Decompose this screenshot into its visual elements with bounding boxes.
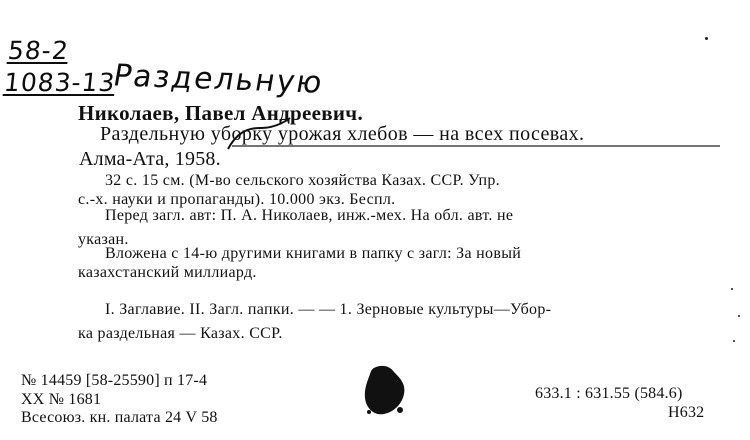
ink-blot-icon (360, 362, 410, 418)
speck (705, 37, 708, 40)
body-line: Вложена с 14-ю другими книгами в папку с загл: За новый (105, 245, 522, 262)
speck (733, 340, 735, 342)
author: Николаев, Павел Андреевич. (78, 101, 363, 125)
body-line: 32 с. 15 см. (М-во сельского хозяйства Казах. ССР. Упр. (105, 172, 500, 189)
author-mark: Н632 (668, 404, 705, 421)
classification-code: 633.1 : 631.55 (584.6) (535, 385, 683, 402)
handwritten-title: Раздельную (110, 58, 327, 101)
body-line: указан. (78, 231, 129, 248)
speck (731, 288, 733, 290)
body-line: с.-х. науки и пропаганды). 10.000 экз. Беспл. (78, 191, 396, 208)
imprint: Алма-Ата, 1958. (79, 148, 221, 170)
shelf-mark-2: 1083-13 (2, 68, 117, 97)
body-line: Перед загл. авт: П. А. Николаев, инж.-мех. На обл. авт. не (105, 207, 514, 224)
speck (738, 315, 740, 317)
footer-line: Всесоюз. кн. палата 24 V 58 (21, 409, 218, 426)
body-line: ка раздельная — Казах. ССР. (78, 325, 283, 342)
footer-line: ХХ № 1681 (21, 391, 102, 408)
body-line: I. Заглавие. II. Загл. папки. — — 1. Зерновые культуры—Убор- (105, 301, 552, 318)
body-line: казахстанский миллиард. (78, 264, 257, 281)
title: Раздельную уборку урожая хлебов — на всех посевах. (100, 123, 585, 145)
shelf-mark-1: 58-2 (6, 36, 71, 65)
footer-line: № 14459 [58-25590] п 17-4 (21, 372, 208, 389)
